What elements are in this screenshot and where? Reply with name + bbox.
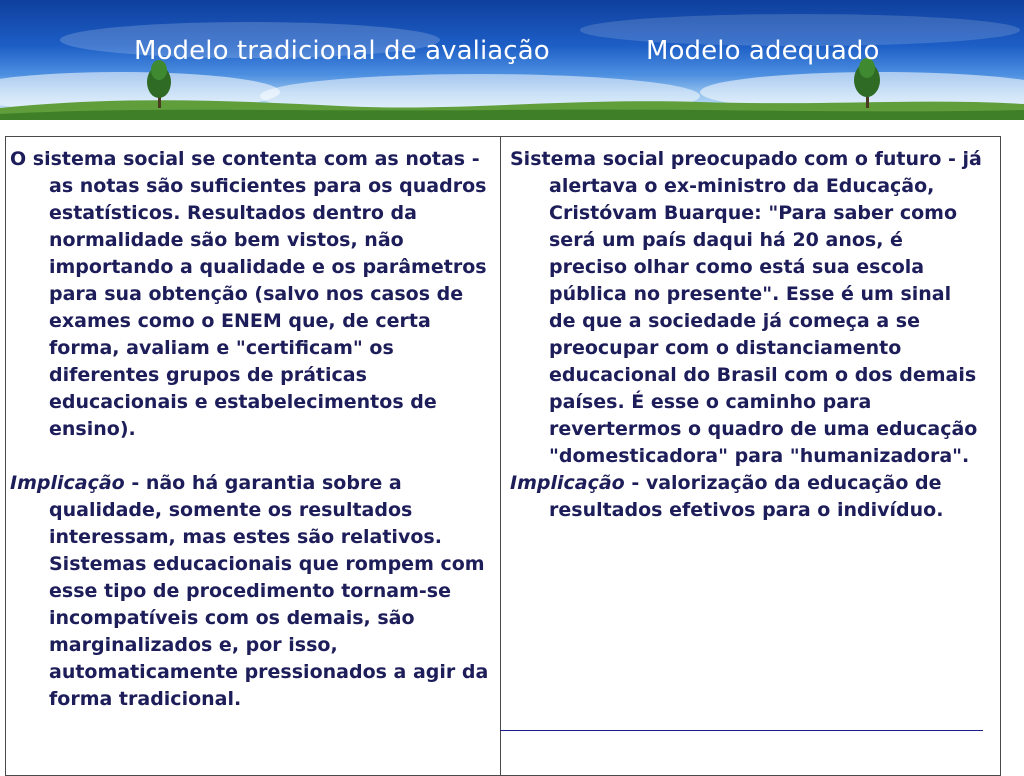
header-banner xyxy=(0,0,1024,120)
implication-label: Implicação xyxy=(10,472,125,494)
column-divider xyxy=(500,136,501,776)
bottom-rule xyxy=(500,730,983,731)
traditional-model-cell xyxy=(10,146,490,713)
header-title-adequate: Modelo adequado xyxy=(646,36,880,66)
adequate-implication xyxy=(510,470,984,524)
traditional-implication xyxy=(10,470,490,713)
implication-text: - valorização da educação de resultados efetivos para o indivíduo. xyxy=(549,472,944,521)
adequate-model-cell xyxy=(510,146,984,524)
adequate-description: Sistema social preocupado com o futuro - já alertava o ex-ministro da Educação, Cristóvam Buarque: "Para saber como será um país daqui há 20 anos, é preciso olhar como está sua escola pública no presente". Esse é um sinal de que a sociedade já começa a se preocupar com o distanciamento educacional do Brasil com o dos demais países. É esse o caminho para revertermos o quadro de uma educação "domesticadora" para "humanizadora". xyxy=(510,148,982,467)
implication-label: Implicação xyxy=(510,472,625,494)
header-title-traditional: Modelo tradicional de avaliação xyxy=(134,36,550,66)
traditional-description: O sistema social se contenta com as notas - as notas são suficientes para os quadros estatísticos. Resultados dentro da normalidade são bem vistos, não importando a qualidade e os parâmetros para sua obtenção (salvo nos casos de exames como o ENEM que, de certa forma, avaliam e "certificam" os diferentes grupos de práticas educacionais e estabelecimentos de ensino). xyxy=(10,148,487,440)
implication-text: - não há garantia sobre a qualidade, somente os resultados interessam, mas estes são relativos. Sistemas educacionais que rompem com esse tipo de procedimento tornam-se incompatíveis com os demais, são marginalizados e, por isso, automaticamente pressionados a agir da forma tradicional. xyxy=(49,472,489,710)
